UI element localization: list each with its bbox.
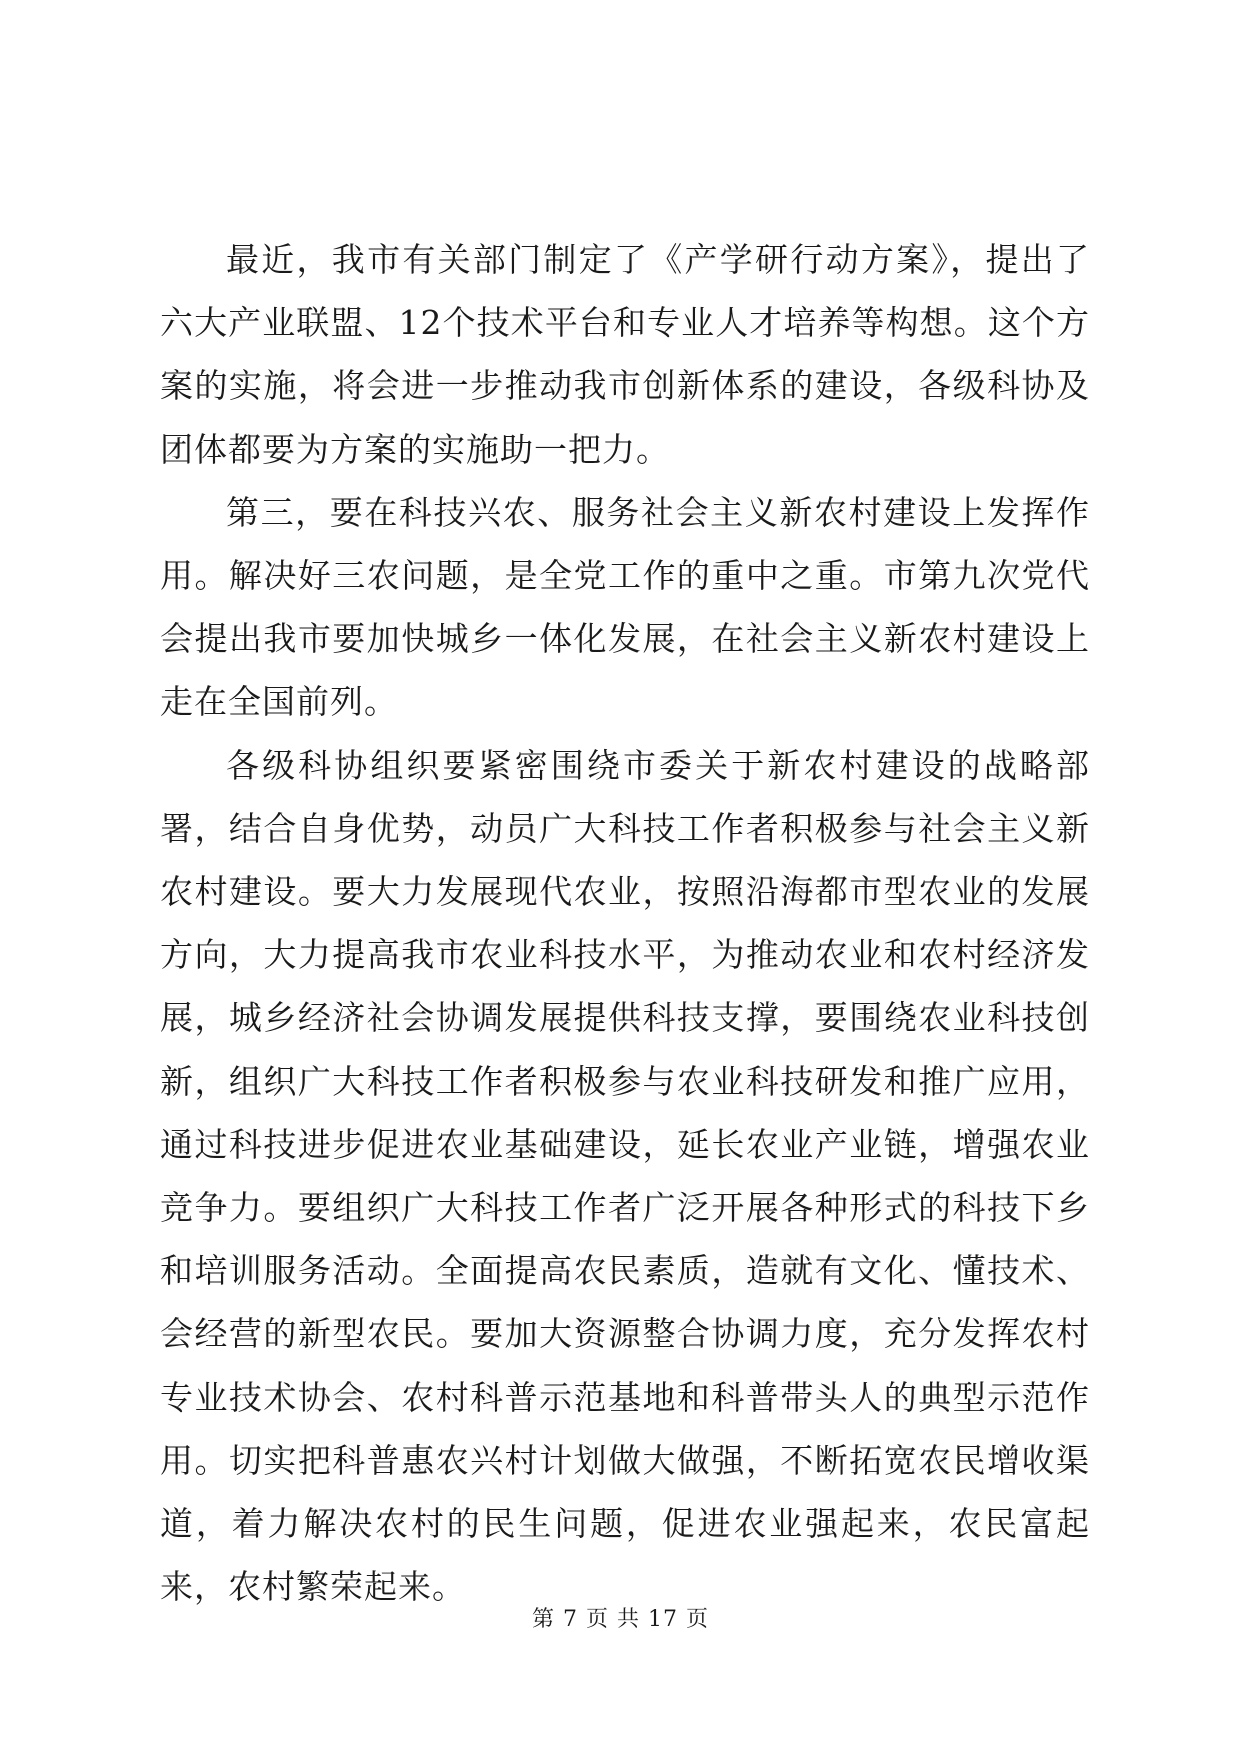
paragraph: 最近，我市有关部门制定了《产学研行动方案》，提出了六大产业联盟、12个技术平台和专业人才培养等构想。这个方案的实施，将会进一步推动我市创新体系的建设，各级科协及团体都要为方案的实施助一把力。 (160, 240, 1090, 469)
paragraph: 第三，要在科技兴农、服务社会主义新农村建设上发挥作用。解决好三农问题，是全党工作的重中之重。市第九次党代会提出我市要加快城乡一体化发展，在社会主义新农村建设上走在全国前列。 (160, 492, 1090, 722)
document-body (160, 228, 1090, 1618)
paragraph: 各级科协组织要紧密围绕市委关于新农村建设的战略部署，结合自身优势，动员广大科技工作者积极参与社会主义新农村建设。要大力发展现代农业，按照沿海都市型农业的发展方向，大力提高我市农业科技水平，为推动农业和农村经济发展，城乡经济社会协调发展提供科技支撑，要围绕农业科技创新，组织广大科技工作者积极参与农业科技研发和推广应用，通过科技进步促进农业基础建设，延长农业产业链，增强农业竞争力。要组织广大科技工作者广泛开展各种形式的科技下乡和培训服务活动。全面提高农民素质，造就有文化、懂技术、会经营的新型农民。要加大资源整合协调力度，充分发挥农村专业技术协会、农村科普示范基地和科普带头人的典型示范作用。切实把科普惠农兴村计划做大做强，不断拓宽农民增收渠道，着力解决农村的民生问题，促进农业强起来，农民富起来，农村繁荣起来。 (160, 745, 1090, 1607)
page-number-footer: 第 7 页 共 17 页 (532, 1607, 709, 1632)
